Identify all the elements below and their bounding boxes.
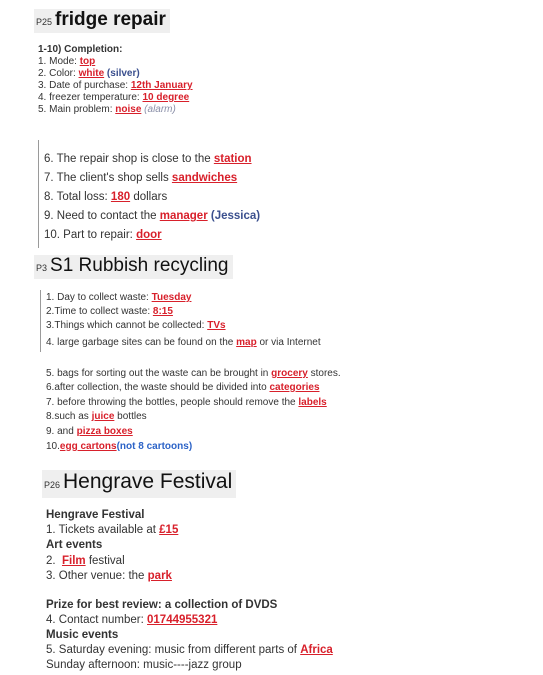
sub-heading: Music events <box>46 629 119 641</box>
page-number: P3 <box>36 263 48 273</box>
page-number: P25 <box>36 17 53 27</box>
list-item: 4. large garbage sites can be found on the map or via Internet <box>46 337 321 348</box>
sub-heading: Art events <box>46 539 103 551</box>
list-item: 4. Contact number: 01744955321 <box>46 614 218 626</box>
subtitle: 1-10) Completion: <box>38 44 123 55</box>
list-item: 10. Part to repair: door <box>44 229 162 241</box>
list-item: 2. Film festival <box>46 555 125 567</box>
list-item: 8. Total loss: 180 dollars <box>44 191 168 203</box>
list-item: 5. Saturday evening: music from different parts of Africa <box>46 644 333 656</box>
list-item: 5. Main problem: noise (alarm) <box>38 104 176 115</box>
section-header-recycling <box>34 255 233 279</box>
list-item: 9. and pizza boxes <box>46 426 133 437</box>
list-item: 1. Tickets available at £15 <box>46 524 179 536</box>
list-item: 4. freezer temperature: 10 degree <box>38 92 190 103</box>
section-title: Hengrave Festival <box>63 470 233 493</box>
divider <box>38 140 39 248</box>
list-item: 2. Color: white (silver) <box>38 68 140 79</box>
list-item: 8.such as juice bottles <box>46 411 147 422</box>
list-item: 3.Things which cannot be collected: TVs <box>46 320 226 331</box>
divider <box>40 290 41 352</box>
list-item: 3. Other venue: the park <box>46 570 172 582</box>
section-title: fridge repair <box>55 9 166 30</box>
list-item: 6. The repair shop is close to the station <box>44 153 252 165</box>
list-item: 7. before throwing the bottles, people should remove the labels <box>46 397 327 408</box>
list-item: Sunday afternoon: music----jazz group <box>46 659 242 671</box>
list-item: 1. Mode: top <box>38 56 96 67</box>
list-item: 2.Time to collect waste: 8:15 <box>46 306 173 317</box>
section-title: S1 Rubbish recycling <box>50 255 229 276</box>
list-item: 1. Day to collect waste: Tuesday <box>46 292 192 303</box>
section-header-festival <box>42 470 236 498</box>
list-item: 3. Date of purchase: 12th January <box>38 80 193 91</box>
sub-heading: Prize for best review: a collection of DVDS <box>46 599 278 611</box>
page-number: P26 <box>44 480 61 490</box>
list-item: 7. The client's shop sells sandwiches <box>44 172 238 184</box>
list-item: 5. bags for sorting out the waste can be brought in grocery stores. <box>46 368 341 379</box>
list-item: 10.egg cartons(not 8 cartoons) <box>46 441 193 452</box>
sub-heading: Hengrave Festival <box>46 509 145 521</box>
list-item: 6.after collection, the waste should be divided into categories <box>46 382 320 393</box>
section-header-fridge <box>34 9 170 33</box>
list-item: 9. Need to contact the manager (Jessica) <box>44 210 261 222</box>
